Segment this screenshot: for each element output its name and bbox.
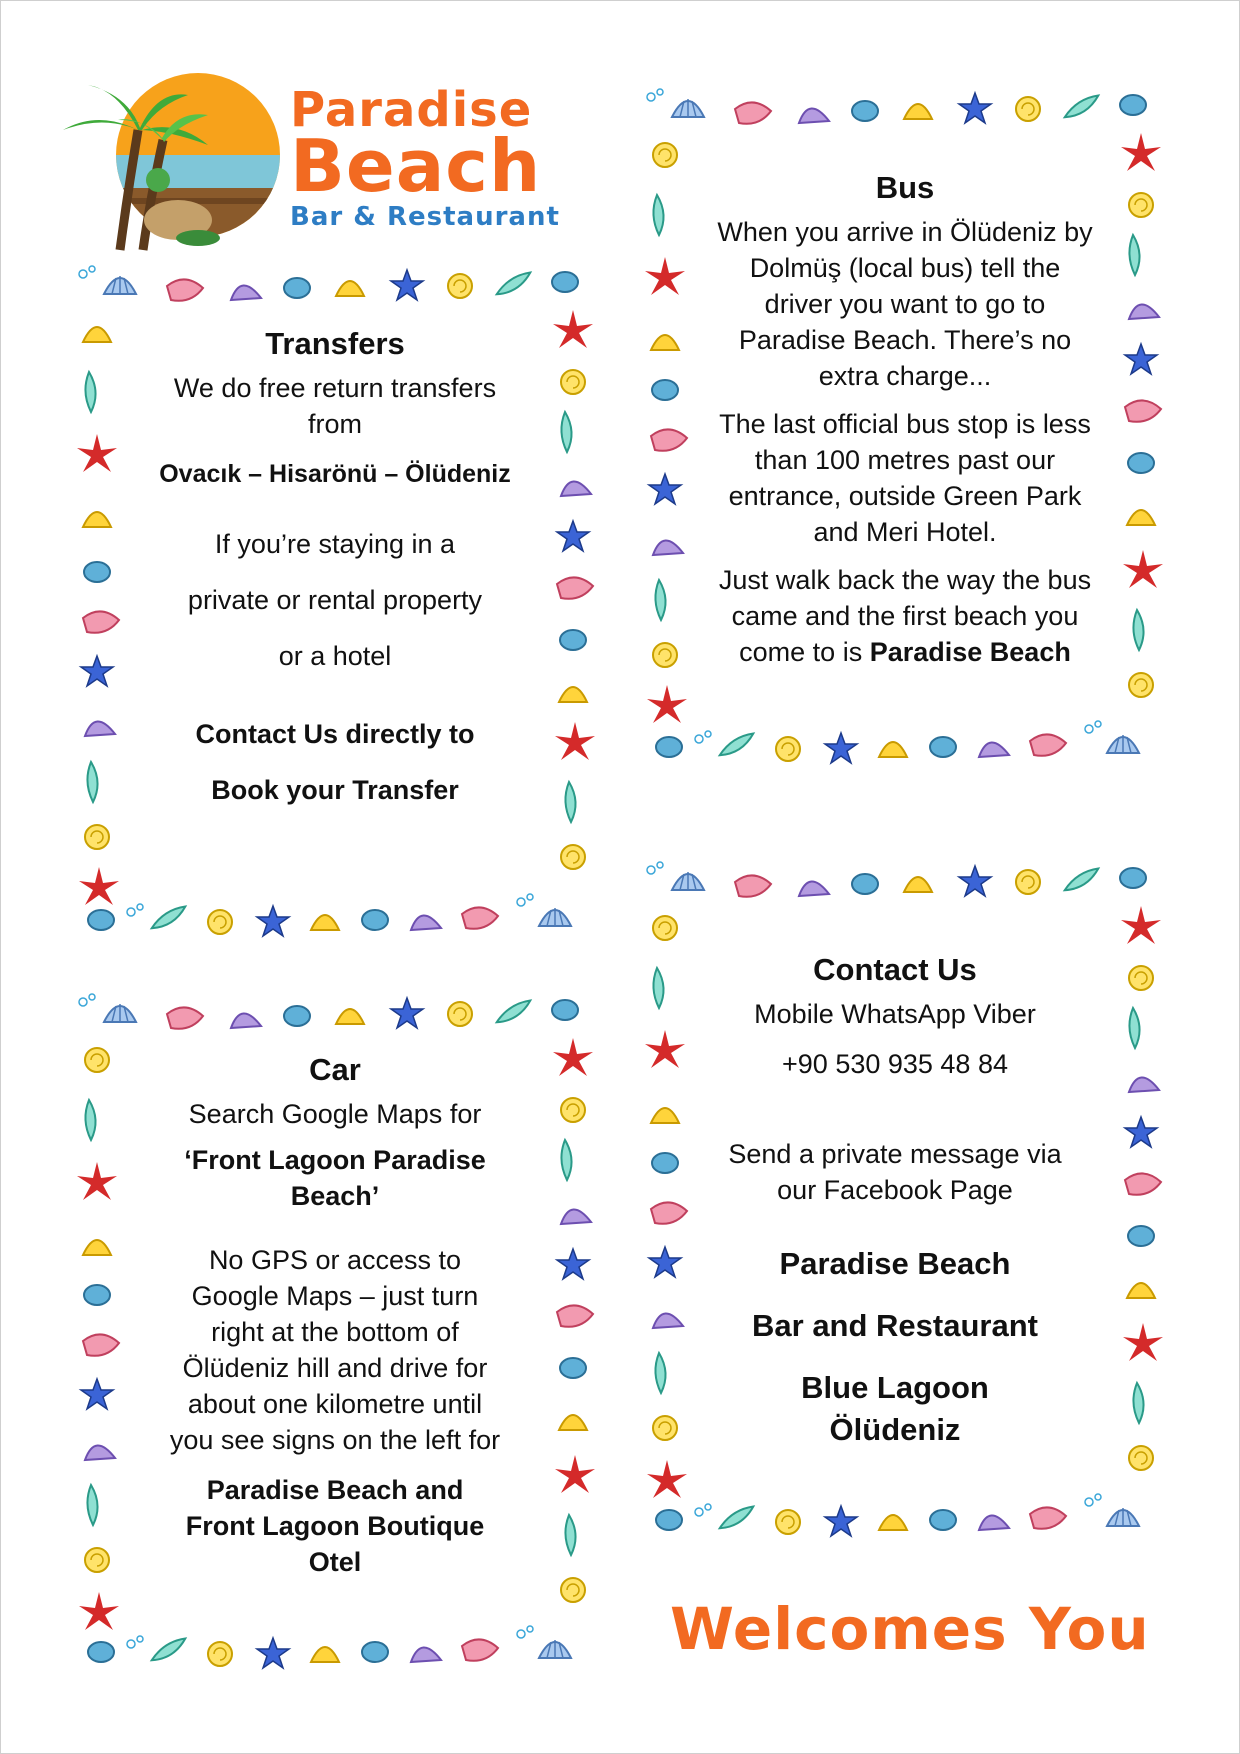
bus-p3-bold: Paradise Beach [869,637,1071,667]
bus-panel [695,170,1115,670]
contact-line1: Mobile WhatsApp Viber [754,999,1036,1029]
car-query-line1: ‘Front Lagoon Paradise [184,1145,486,1175]
logo-emblem-icon [58,70,298,260]
transfers-text-line1: We do free return transfers [173,373,497,403]
bus-p2-line4: and Meri Hotel. [813,517,997,547]
car-directions-line3: right at the bottom of [211,1317,459,1347]
car-line1: Search Google Maps for [188,1099,482,1129]
transfers-cta-line2: Book your Transfer [211,775,459,805]
bus-p3-line1: Just walk back the way the bus [718,565,1092,595]
bus-p1-line4: Paradise Beach. There’s no [738,325,1072,355]
contact-name-line3: Blue Lagoon [801,1370,989,1405]
contact-name-line4: Ölüdeniz [829,1412,961,1447]
bus-title: Bus [875,170,935,205]
transfers-route: Ovacık – Hisarönü – Ölüdeniz [159,460,511,488]
car-directions-line6: you see signs on the left for [169,1425,501,1455]
bus-p2-line3: entrance, outside Green Park [728,481,1082,511]
transfers-title: Transfers [265,326,405,361]
contact-name-line1: Paradise Beach [779,1246,1011,1281]
logo-line-paradise: Paradise [290,82,533,138]
contact-facebook-line1: Send a private message via [728,1139,1062,1169]
logo-wordmark [290,82,560,232]
logo-line-bar-restaurant: Bar & Restaurant [290,202,560,232]
car-destination-line1: Paradise Beach and [206,1475,464,1505]
car-query-line2: Beach’ [290,1181,380,1211]
transfers-text-line4: private or rental property [187,585,483,615]
contact-title: Contact Us [813,952,977,987]
transfers-text-line2: from [308,409,362,439]
car-panel [130,1052,540,1580]
contact-name-line2: Bar and Restaurant [752,1308,1038,1343]
bus-p3-line3-text: come to is [739,637,863,667]
contact-phone: +90 530 935 48 84 [782,1049,1008,1079]
bus-p3-line2: came and the first beach you [731,601,1079,631]
transfers-text-line3: If you’re staying in a [214,529,456,559]
bus-p1-line2: Dolmüş (local bus) tell the [749,253,1061,283]
car-title: Car [309,1052,361,1087]
bus-p2-line2: than 100 metres past our [754,445,1056,475]
bus-p1-line1: When you arrive in Ölüdeniz by [717,217,1093,247]
car-directions-line1: No GPS or access to [208,1245,462,1275]
contact-facebook-line2: our Facebook Page [777,1175,1013,1205]
transfers-cta-line1: Contact Us directly to [195,719,475,749]
transfers-panel [130,326,540,808]
bus-p3-line3 [695,634,1115,670]
bus-p2-line1: The last official bus stop is less [719,409,1091,439]
car-directions-line5: about one kilometre until [187,1389,483,1419]
transfers-text-line5: or a hotel [278,641,392,671]
contact-panel [695,952,1095,1448]
logo [58,70,608,260]
welcome-heading: Welcomes You [670,1595,1150,1663]
bus-p1-line3: driver you want to go to [764,289,1046,319]
bus-p1-line5: extra charge... [818,361,992,391]
car-directions-line2: Google Maps – just turn [191,1281,479,1311]
logo-line-beach: Beach [290,124,542,208]
car-destination-line3: Otel [308,1547,362,1577]
car-directions-line4: Ölüdeniz hill and drive for [182,1353,488,1383]
car-destination-line2: Front Lagoon Boutique [185,1511,485,1541]
